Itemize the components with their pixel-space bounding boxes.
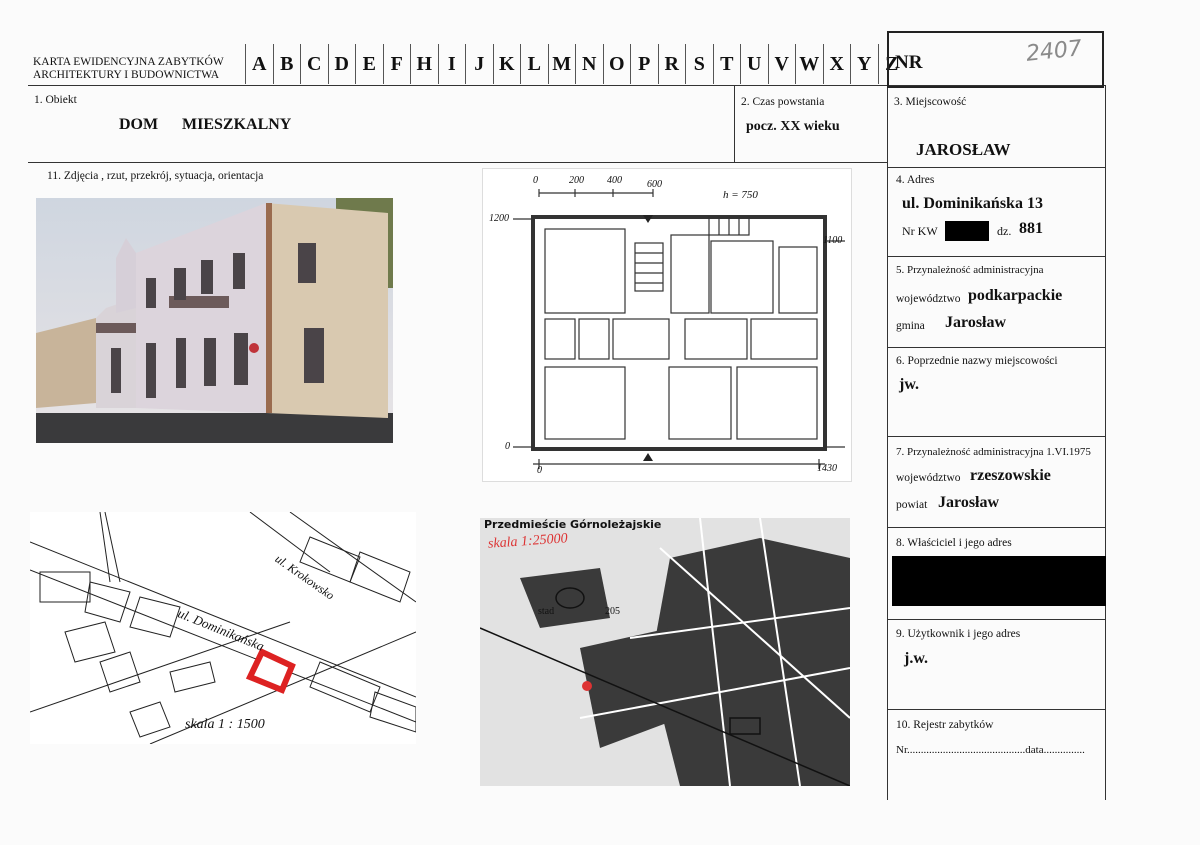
plan-scale-0: 0	[533, 175, 538, 186]
plan-dim-bottom-left: 0	[537, 465, 542, 476]
plan-dim-left-top: 1200	[489, 213, 509, 224]
field5-woj-value: podkarpackie	[968, 287, 1063, 304]
letter-cell-y: Y	[850, 44, 878, 84]
city-map-scale: skala 1:25000	[487, 531, 569, 552]
field9-value: j.w.	[904, 650, 928, 667]
nr-box	[887, 31, 1104, 88]
letter-cell-z: Z	[878, 44, 906, 84]
letter-cell-e: E	[355, 44, 383, 84]
plan-scale-400: 400	[607, 175, 622, 186]
plan-dim-bottom-right: 1430	[817, 463, 837, 474]
site-map-scale: skala 1 : 1500	[185, 717, 265, 732]
card-title	[33, 56, 224, 82]
letter-cell-h: H	[410, 44, 438, 84]
plan-height-note: h = 750	[723, 189, 758, 201]
rule-f8	[887, 527, 1105, 528]
plan-dim-left-bottom: 0	[505, 441, 510, 452]
field10-label: 10. Rejestr zabytków	[896, 719, 994, 731]
floor-plan-drawing	[483, 169, 851, 481]
card-title-line2: ARCHITEKTURY I BUDOWNICTWA	[33, 69, 220, 81]
letter-cell-m: M	[548, 44, 576, 84]
letter-cell-i: I	[438, 44, 466, 84]
plan-dim-right-top: 1100	[823, 235, 843, 246]
site-map-street-krokowsko: ul. Krokowsko	[272, 551, 337, 603]
letter-cell-s: S	[685, 44, 713, 84]
city-map	[480, 518, 850, 786]
letter-cell-k: K	[493, 44, 521, 84]
building-photo-drawing	[36, 198, 393, 443]
rule-f5	[887, 256, 1105, 257]
letter-cell-o: O	[603, 44, 631, 84]
city-map-drawing	[480, 518, 850, 786]
nr-handwritten: 2407	[1024, 36, 1084, 67]
letter-cell-r: R	[658, 44, 686, 84]
site-map-street-dominikanska: ul. Dominikańska	[175, 605, 267, 654]
field1-label: 1. Obiekt	[34, 94, 77, 106]
field4-nrkw-label: Nr KW	[902, 224, 938, 238]
field7-woj-value: rzeszowskie	[970, 467, 1051, 484]
letter-cell-x: X	[823, 44, 851, 84]
field1-value-b: MIESZKALNY	[182, 116, 292, 133]
field8-label: 8. Właściciel i jego adres	[896, 537, 1012, 549]
field4-label: 4. Adres	[896, 174, 935, 186]
field3-value: JAROSŁAW	[916, 140, 1011, 159]
field5-gmina-label: gmina	[896, 320, 925, 332]
card-title-line1: KARTA EWIDENCYJNA ZABYTKÓW	[33, 56, 224, 68]
letter-cell-b: B	[273, 44, 301, 84]
field5-label: 5. Przynależność administracyjna	[896, 264, 1044, 276]
rule-f6	[887, 347, 1105, 348]
row1-bottom-rule	[28, 162, 888, 163]
nrkw-redaction	[945, 221, 989, 241]
field2-value: pocz. XX wieku	[746, 119, 840, 134]
letter-cell-c: C	[300, 44, 328, 84]
nr-label: NR	[895, 52, 923, 73]
letter-cell-l: L	[520, 44, 548, 84]
building-photo	[36, 198, 393, 443]
field1-value-a: DOM	[119, 116, 159, 133]
letter-cell-w: W	[795, 44, 823, 84]
rule-f4	[887, 167, 1105, 168]
letter-cell-v: V	[768, 44, 796, 84]
letter-cell-a: A	[245, 44, 273, 84]
letter-cell-p: P	[630, 44, 658, 84]
field9-label: 9. Użytkownik i jego adres	[896, 628, 1021, 640]
field4-dz-value: 881	[1019, 220, 1043, 237]
field4-street: ul. Dominikańska 13	[902, 195, 1043, 212]
col-divider-2	[887, 86, 888, 800]
rule-f7	[887, 436, 1105, 437]
letter-cell-n: N	[575, 44, 603, 84]
field5-gmina-value: Jarosław	[945, 314, 1007, 331]
letter-cell-f: F	[383, 44, 411, 84]
col-divider-1	[734, 86, 735, 163]
plan-scale-200: 200	[569, 175, 584, 186]
plan-scale-600: 600	[647, 179, 662, 190]
field4-dz-label: dz.	[997, 224, 1012, 238]
owner-redaction	[892, 556, 1106, 606]
city-map-title: Przedmieście Górnoleżajskie	[484, 518, 662, 531]
field7-woj-label: województwo	[896, 472, 961, 484]
city-map-stad: stad	[538, 606, 555, 617]
field5-woj-label: województwo	[896, 293, 961, 305]
field2-label: 2. Czas powstania	[741, 96, 825, 108]
letter-index	[245, 44, 905, 84]
field3-label: 3. Miejscowość	[894, 96, 967, 108]
floor-plan	[482, 168, 852, 482]
field11-label: 11. Zdjęcia , rzut, przekrój, sytuacja, orientacja	[47, 170, 264, 182]
letter-cell-j: J	[465, 44, 493, 84]
rule-f9	[887, 619, 1105, 620]
right-border	[1105, 85, 1106, 800]
site-map	[30, 512, 416, 744]
field7-powiat-value: Jarosław	[938, 494, 1000, 511]
letter-cell-u: U	[740, 44, 768, 84]
letter-cell-t: T	[713, 44, 741, 84]
field6-value: jw.	[899, 376, 919, 393]
field7-powiat-label: powiat	[896, 499, 928, 511]
field6-label: 6. Poprzednie nazwy miejscowości	[896, 355, 1058, 367]
letter-cell-d: D	[328, 44, 356, 84]
field7-label: 7. Przynależność administracyjna 1.VI.1975	[896, 446, 1091, 458]
rule-f10	[887, 709, 1105, 710]
city-map-num: 205	[605, 606, 620, 617]
field10-nr-line: Nr...........................................data...............	[896, 744, 1085, 756]
